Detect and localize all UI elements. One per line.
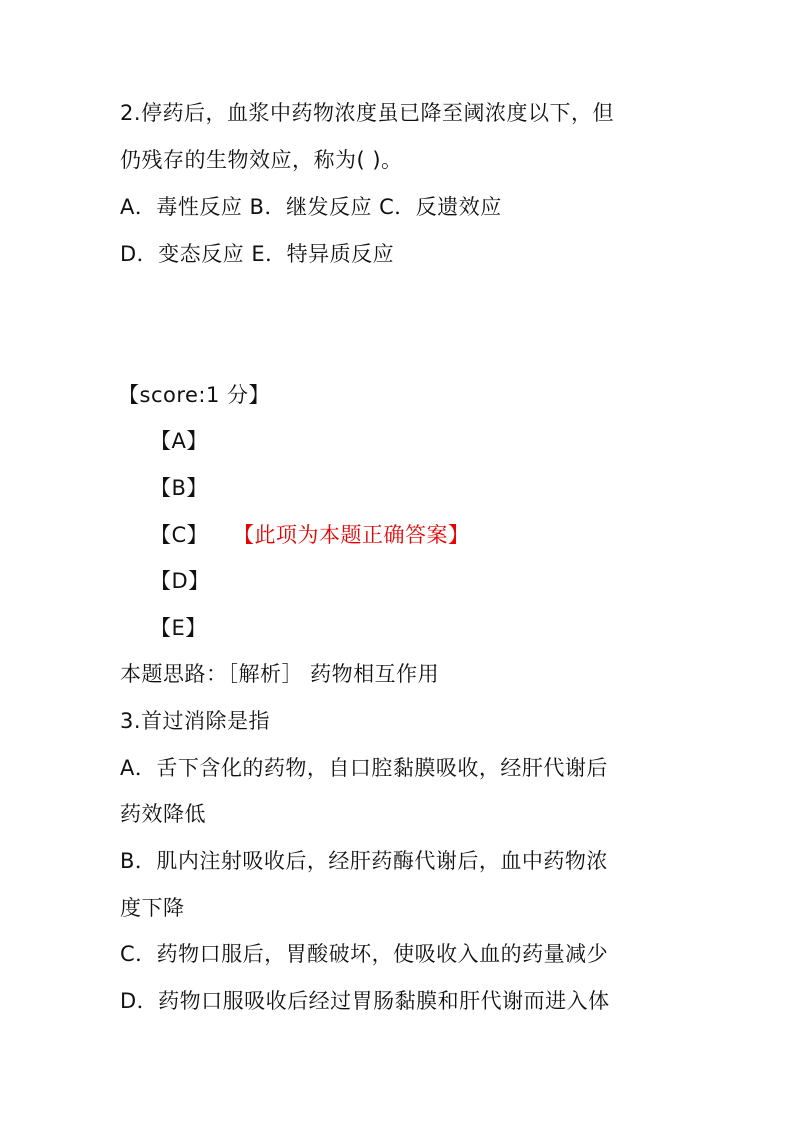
option-b: 【B】 bbox=[150, 476, 208, 500]
q3-choice-c-line-1: C．药物口服后，胃酸破坏，使吸收入血的药量减少 bbox=[120, 942, 609, 966]
q3-stem: 3.首过消除是指 bbox=[120, 709, 271, 733]
option-c: 【C】 bbox=[150, 523, 209, 547]
q3-choice-a-line-1: A．舌下含化的药物，自口腔黏膜吸收，经肝代谢后 bbox=[120, 756, 608, 780]
q3-choice-a-line-2: 药效降低 bbox=[120, 802, 206, 826]
q2-stem-line-1: 2.停药后，血浆中药物浓度虽已降至阈浓度以下，但 bbox=[120, 101, 615, 125]
q2-stem-line-2: 仍残存的生物效应，称为( )。 bbox=[120, 148, 403, 172]
q2-choices-line-2: D．变态反应 E．特异质反应 bbox=[120, 242, 395, 266]
option-d: 【D】 bbox=[150, 569, 210, 593]
option-a: 【A】 bbox=[150, 429, 208, 453]
q3-choice-d-line-1: D．药物口服吸收后经过胃肠黏膜和肝代谢而进入体 bbox=[120, 989, 610, 1013]
analysis-text: 本题思路：［解析］ 药物相互作用 bbox=[120, 662, 440, 686]
q3-choice-b-line-2: 度下降 bbox=[120, 896, 185, 920]
q3-choice-b-line-1: B．肌内注射吸收后，经肝药酶代谢后，血中药物浓 bbox=[120, 849, 608, 873]
q2-choices-line-1: A．毒性反应 B．继发反应 C．反遗效应 bbox=[120, 195, 502, 219]
option-e: 【E】 bbox=[150, 616, 207, 640]
correct-answer-marker: 【此项为本题正确答案】 bbox=[233, 523, 470, 547]
score-label: 【score:1 分】 bbox=[118, 383, 271, 407]
